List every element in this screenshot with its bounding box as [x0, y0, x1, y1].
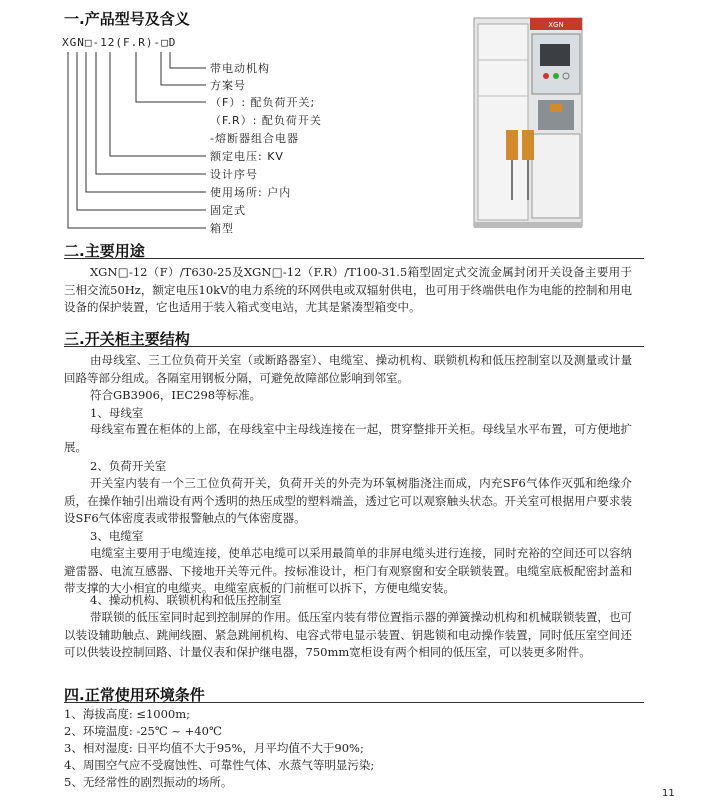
item-3-heading: 3、电缆室: [90, 529, 144, 543]
page-number: 11: [662, 788, 675, 799]
section-3-title: 三.开关柜主要结构: [64, 330, 190, 348]
item-3-text: 电缆室主要用于电缆连接，使单芯电缆可以采用最简单的非屏电缆头进行连接，同时充裕的空间还可以容纳避雷器、电流互感器、下接地开关等元件。按标准设计，柜门有观察窗和安全联锁装置。电缆室底板配密封盖和带支撑的大小相宜的电缆夹。电缆室底板的门前框可以拆下，方便电缆安装。: [64, 546, 632, 595]
code-label-voltage: 额定电压: KV: [210, 150, 284, 163]
item-2-text: 开关室内装有一个三工位负荷开关，负荷开关的外壳为环氧树脂浇注而成，内充SF6气体作灭弧和绝缘介质，在操作轴引出端设有两个透明的热压成型的塑料端盖，透过它可以观察触头状态。开关室可根据用户要求装设SF6气体密度表或带报警触点的气体密度器。: [64, 476, 632, 525]
code-label-box: 箱型: [210, 222, 234, 235]
env-item-altitude: 1、海拔高度: ≤1000m;: [64, 707, 191, 721]
code-label-place: 使用场所: 户内: [210, 186, 292, 199]
env-item-pollution: 4、周围空气应不受腐蚀性、可靠性气体、水蒸气等明显污染;: [64, 758, 375, 772]
code-label-f: （F）: 配负荷开关;: [210, 96, 316, 109]
section-3-standard: 符合GB3906，IEC298等标准。: [90, 388, 262, 402]
section-3-intro: 由母线室、三工位负荷开关室（或断路器室）、电缆室、操动机构、联锁机构和低压控制室以及测量或计量回路等部分组成。各隔室用钢板分隔，可避免故障部位影响到邻室。: [64, 353, 632, 385]
section-4-rule: [64, 702, 644, 703]
env-item-humidity: 3、相对湿度: 日平均值不大于95%，月平均值不大于90%;: [64, 741, 364, 755]
section-2-text: XGN□-12（F）/T630-25及XGN□-12（F.R）/T100-31.5箱型固定式交流金属封闭开关设备主要用于三相交流50Hz，额定电压10kV的电力系统的环网供电或双辐射供电，也可用于终端供电作为电能的控制和用电设备的保护装置，它也适用于装入箱式变电站，尤其是紧凑型箱变中。: [64, 265, 632, 314]
code-label-scheme: 方案号: [210, 79, 246, 92]
code-label-fr: （F.R）: 配负荷开关: [210, 114, 322, 127]
item-1-text: 母线室布置在柜体的上部，在母线室中主母线连接在一起，贯穿整排开关柜。母线呈水平布置，可方便地扩展。: [64, 422, 632, 454]
item-1-heading: 1、母线室: [90, 406, 144, 420]
item-4-heading: 4、操动机构、联锁机构和低压控制室: [90, 593, 282, 607]
section-4-title: 四.正常使用环境条件: [64, 686, 205, 704]
section-2-title: 二.主要用途: [64, 242, 145, 260]
code-label-motor: 带电动机构: [210, 62, 270, 75]
cabinet-badge-text: XGN: [548, 21, 564, 29]
code-label-fuse: -熔断器组合电器: [210, 132, 299, 145]
env-item-vibration: 5、无经常性的剧烈振动的场所。: [64, 775, 233, 789]
item-4-text: 带联锁的低压室同时起到控制屏的作用。低压室内装有带位置指示器的弹簧操动机构和机械联锁装置，也可以装设辅助触点、跳闸线圈、紧急跳闸机构、电容式带电显示装置、钥匙锁和电动操作装置，同时低压室空间还可以供装设控制回路、计量仪表和保护继电器，750mm宽柜设有两个相同的低压室，可以装更多附件。: [64, 610, 632, 659]
code-label-design: 设计序号: [210, 168, 258, 181]
section-2-rule: [64, 258, 644, 259]
code-label-fixed: 固定式: [210, 204, 246, 217]
section-3-rule: [64, 346, 644, 347]
item-2-heading: 2、负荷开关室: [90, 459, 167, 473]
env-item-temperature: 2、环境温度: -25℃ ~ +40℃: [64, 724, 222, 738]
section-1-title: 一.产品型号及含义: [64, 10, 190, 28]
model-code: XGN□-12(F.R)-□D: [62, 36, 177, 49]
